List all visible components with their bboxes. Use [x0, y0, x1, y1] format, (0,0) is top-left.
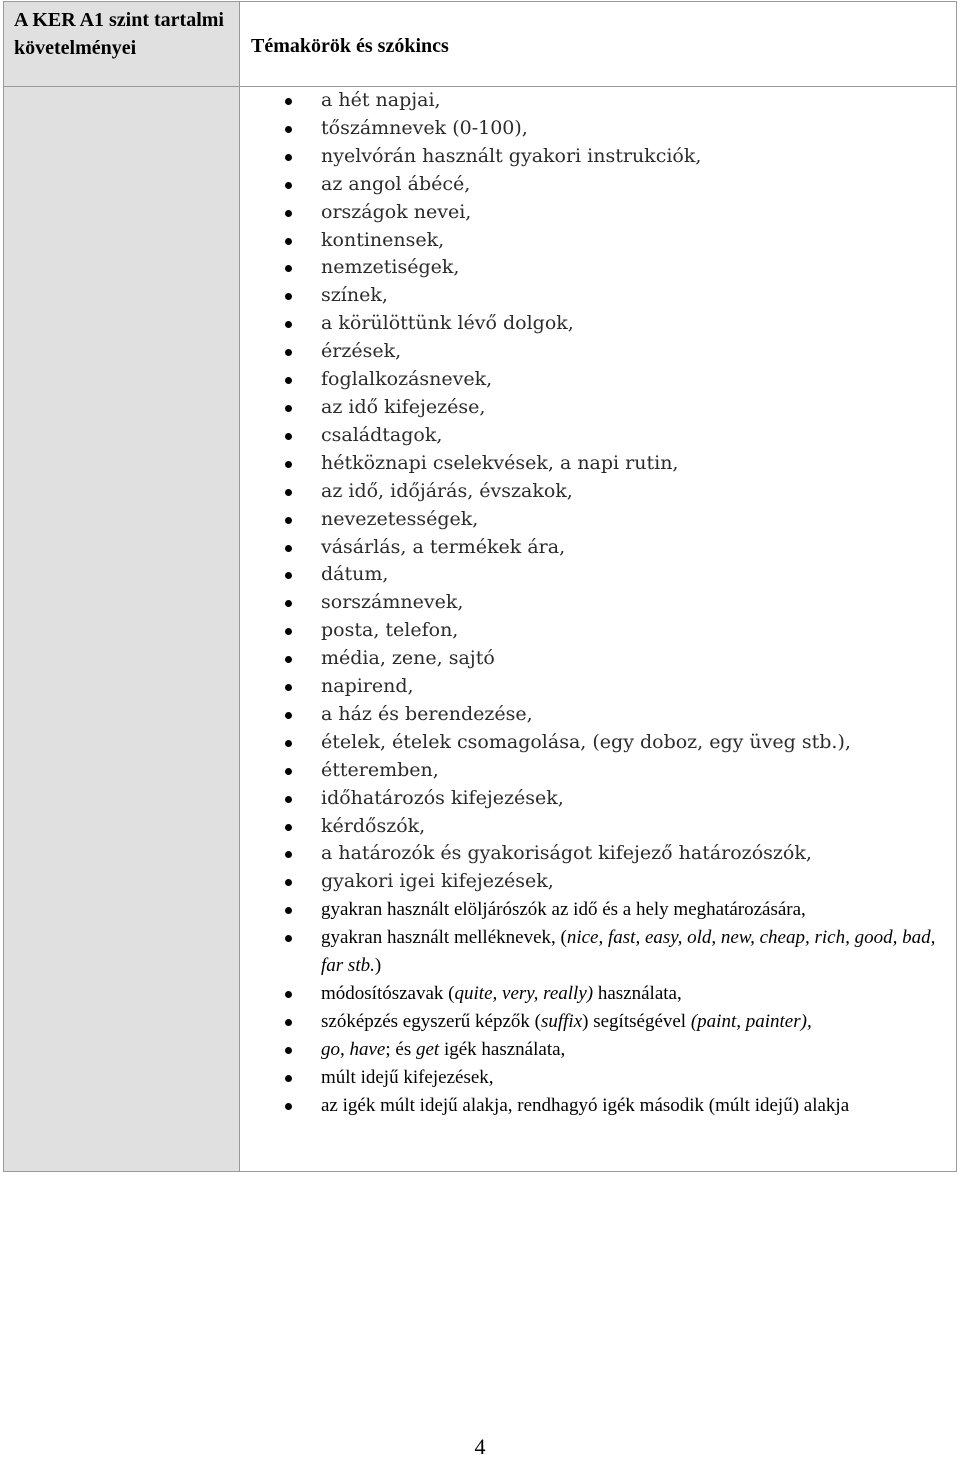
list-item: foglalkozásnevek,: [321, 366, 941, 394]
bullet-icon: [285, 461, 292, 468]
list-item-modifiers: módosítószavak (quite, very, really) használata,: [321, 980, 941, 1008]
list-item: posta, telefon,: [321, 617, 941, 645]
list-item: az angol ábécé,: [321, 171, 941, 199]
bullet-icon: [285, 1019, 292, 1026]
list-item: kérdőszók,: [321, 813, 941, 841]
bullet-icon: [285, 154, 292, 161]
table-header-row: [4, 2, 956, 87]
bullet-icon: [285, 126, 292, 133]
bullet-icon: [285, 1103, 292, 1110]
list-item: a határozók és gyakoriságot kifejező határozószók,: [321, 840, 941, 868]
bullet-icon: [285, 98, 292, 105]
topics-header: Témakörök és szókincs: [251, 35, 449, 57]
list-item: nemzetiségek,: [321, 254, 941, 282]
list-item: az idő kifejezése,: [321, 394, 941, 422]
list-item: étteremben,: [321, 757, 941, 785]
list-item: nevezetességek,: [321, 506, 941, 534]
list-item: országok nevei,: [321, 199, 941, 227]
bullet-icon: [285, 712, 292, 719]
list-item: a körülöttünk lévő dolgok,: [321, 310, 941, 338]
list-item: sorszámnevek,: [321, 589, 941, 617]
bullet-icon: [285, 210, 292, 217]
list-item: média, zene, sajtó: [321, 645, 941, 673]
bullet-icon: [285, 991, 292, 998]
list-item: ételek, ételek csomagolása, (egy doboz, egy üveg stb.),: [321, 729, 941, 757]
bullet-icon: [285, 517, 292, 524]
list-item: napirend,: [321, 673, 941, 701]
list-item: időhatározós kifejezések,: [321, 785, 941, 813]
list-item: tőszámnevek (0-100),: [321, 115, 941, 143]
list-item: nyelvórán használt gyakori instrukciók,: [321, 143, 941, 171]
list-item-adjectives: gyakran használt melléknevek, (nice, fast, easy, old, new, cheap, rich, good, bad, far stb.): [321, 924, 941, 980]
list-item-verbs: go, have; és get igék használata,: [321, 1036, 941, 1064]
list-item: gyakori igei kifejezések,: [321, 868, 941, 896]
requirements-header: A KER A1 szint tartalmi követelményei: [14, 9, 224, 59]
bullet-icon: [285, 405, 292, 412]
list-item: az idő, időjárás, évszakok,: [321, 478, 941, 506]
list-item: családtagok,: [321, 422, 941, 450]
list-item-past-expressions: múlt idejű kifejezések,: [321, 1064, 941, 1092]
list-item: vásárlás, a termékek ára,: [321, 534, 941, 562]
bullet-icon: [285, 238, 292, 245]
list-item: a hét napjai,: [321, 87, 941, 115]
list-item: kontinensek,: [321, 227, 941, 255]
bullet-icon: [285, 1047, 292, 1054]
bullet-icon: [285, 684, 292, 691]
bullet-icon: [285, 433, 292, 440]
page-number: 4: [474, 1434, 486, 1459]
bullet-icon: [285, 740, 292, 747]
list-item-word-formation: szóképzés egyszerű képzők (suffix) segítségével (paint, painter),: [321, 1008, 941, 1036]
bullet-icon: [285, 768, 292, 775]
vocabulary-list: [321, 87, 941, 1120]
list-item: a ház és berendezése,: [321, 701, 941, 729]
bullet-icon: [285, 824, 292, 831]
list-item: dátum,: [321, 561, 941, 589]
bullet-icon: [285, 1075, 292, 1082]
bullet-icon: [285, 182, 292, 189]
list-item-past-forms: az igék múlt idejű alakja, rendhagyó igék második (múlt idejű) alakja: [321, 1092, 941, 1120]
list-item: színek,: [321, 282, 941, 310]
list-item: gyakran használt elöljárószók az idő és a hely meghatározására,: [321, 896, 941, 924]
list-item: hétköznapi cselekvések, a napi rutin,: [321, 450, 941, 478]
requirements-column: [4, 2, 240, 1171]
bullet-icon: [285, 796, 292, 803]
bullet-icon: [285, 545, 292, 552]
list-item: érzések,: [321, 338, 941, 366]
bullet-icon: [285, 489, 292, 496]
bullet-icon: [285, 377, 292, 384]
